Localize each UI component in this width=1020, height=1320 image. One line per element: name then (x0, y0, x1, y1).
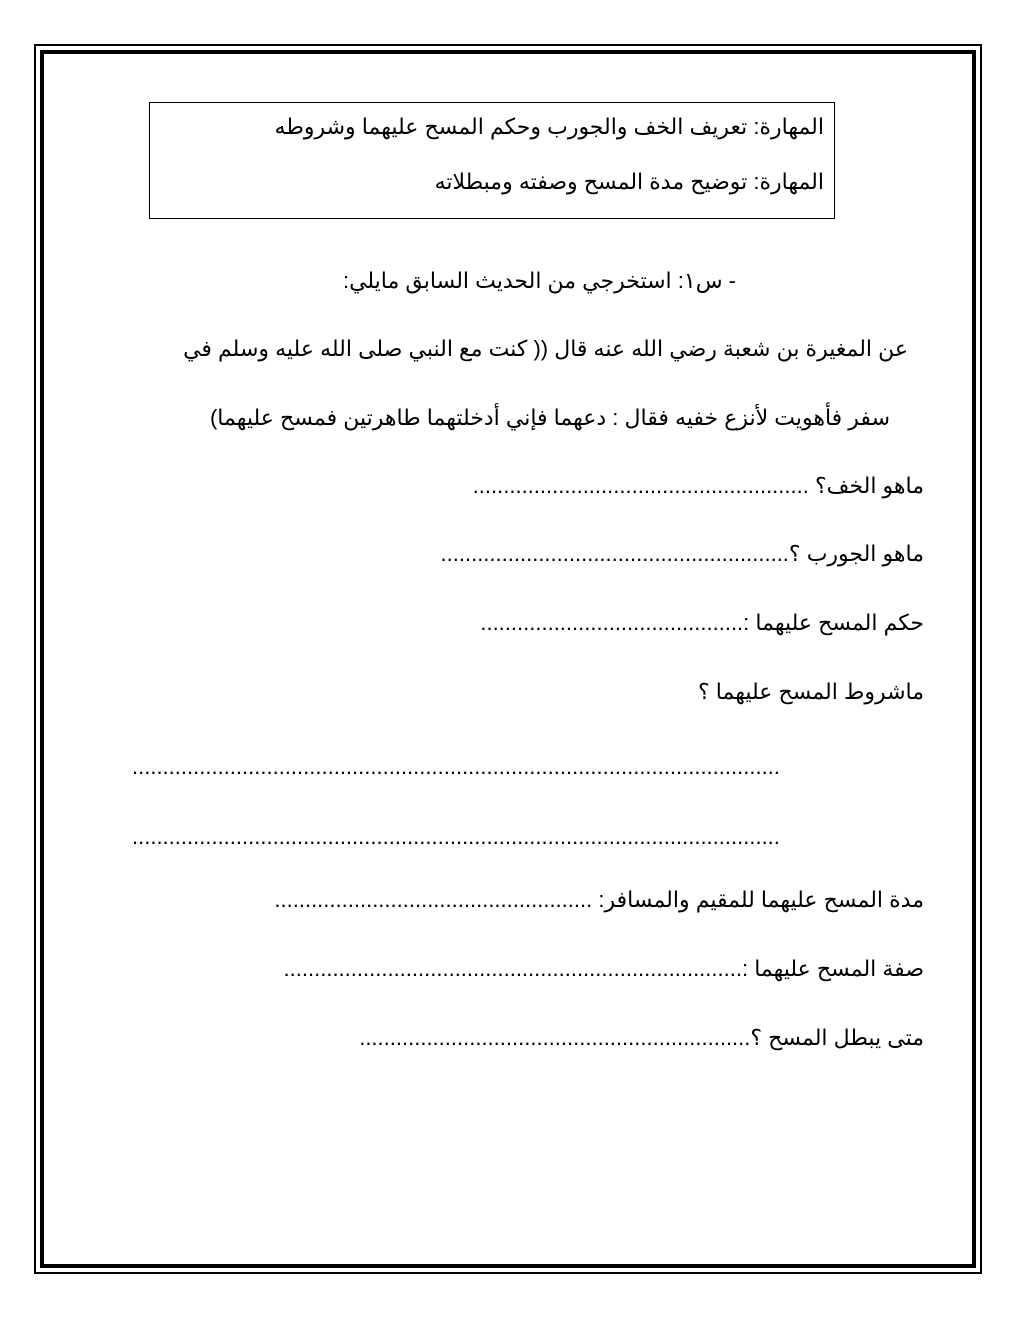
question-yabtul: متى يبطل المسح ؟................................................................ (359, 1025, 924, 1050)
answer-dots-line-2: .......................................................................................................... (132, 824, 780, 849)
question-sifa: صفة المسح عليهما :........................................................................... (283, 956, 924, 981)
answer-dots-line-1: .......................................................................................................... (132, 754, 780, 779)
question-hukm: حكم المسح عليهما :........................................... (480, 610, 924, 635)
question-heading: - س١: استخرجي من الحديث السابق مايلي: (342, 268, 736, 293)
hadith-line-2: سفر فأهويت لأنزع خفيه فقال : دعهما فإني أدخلتهما طاهرتين فمسح عليهما) (209, 405, 890, 430)
question-shurut: ماشروط المسح عليهما ؟ (697, 679, 924, 704)
question-jawrab: ماهو الجورب ؟......................................................... (440, 541, 924, 566)
hadith-line-1: عن المغيرة بن شعبة رضي الله عنه قال (( كنت مع النبي صلى الله عليه وسلم في (183, 336, 908, 361)
question-khuff: ماهو الخف؟ ....................................................... (472, 473, 924, 498)
skill-1: المهارة: تعريف الخف والجورب وحكم المسح عليهما وشروطه (274, 114, 824, 139)
skill-2: المهارة: توضيح مدة المسح وصفته ومبطلاته (434, 169, 824, 194)
question-mudda: مدة المسح عليهما للمقيم والمسافر: .................................................... (274, 887, 924, 912)
page-border-inner (40, 50, 976, 1268)
